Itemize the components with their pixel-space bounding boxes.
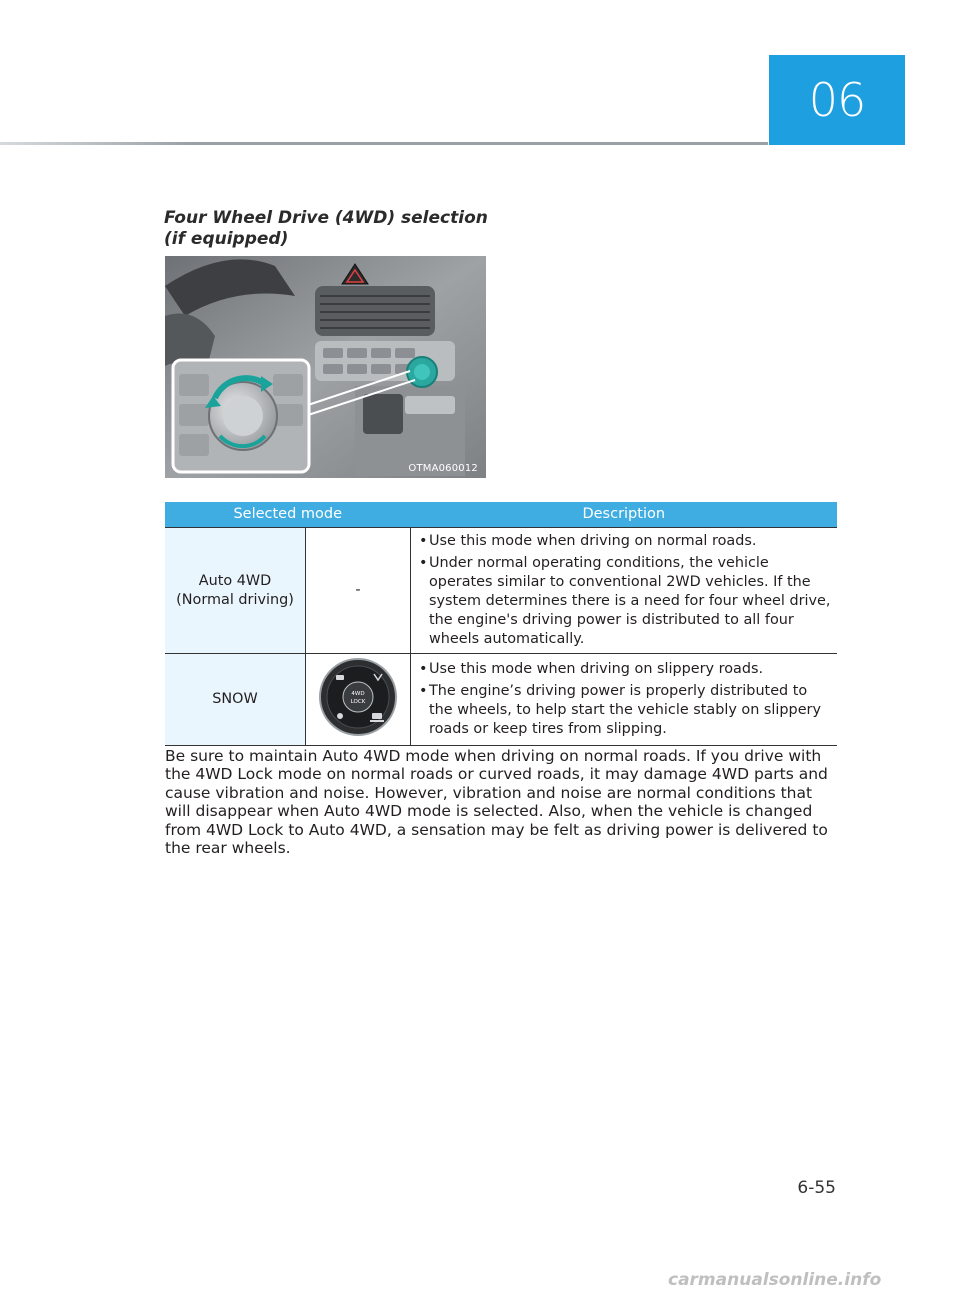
- mode-indicator-cell: [306, 528, 411, 654]
- header-rule: [0, 142, 768, 145]
- table-header-row: [165, 502, 837, 528]
- watermark: carmanualsonline.info: [668, 1270, 882, 1290]
- figure-4wd-dial-photo: [165, 256, 486, 478]
- mode-name-line2: (Normal driving): [176, 591, 294, 608]
- chapter-tab: [769, 55, 905, 145]
- bullet-text: Use this mode when driving on slippery roads.: [429, 661, 764, 677]
- chapter-number: 06: [808, 73, 866, 127]
- bullet-icon: •: [419, 661, 428, 677]
- list-item: [419, 532, 831, 551]
- mode-table: [165, 502, 837, 746]
- dial-center-label-bottom: LOCK: [350, 698, 366, 705]
- bullet-icon: •: [419, 533, 428, 549]
- mode-name-line1: SNOW: [212, 691, 258, 707]
- dial-center-label-top: 4WD: [351, 690, 365, 697]
- snow-mode-dial-icon: [318, 657, 398, 737]
- list-item: [419, 682, 831, 739]
- list-item: [419, 554, 831, 649]
- mode-description-cell: [411, 528, 838, 654]
- header-selected-mode: Selected mode: [165, 502, 411, 528]
- bullet-icon: •: [419, 683, 428, 699]
- bullet-text: The engine’s driving power is properly distributed to the wheels, to help start the vehicle stably on slippery roads or keep tires from slipping.: [429, 683, 821, 737]
- header-description: Description: [411, 502, 838, 528]
- bullet-text: Use this mode when driving on normal roads.: [429, 533, 757, 549]
- bullet-text: Under normal operating conditions, the vehicle operates similar to conventional 2WD vehicles. If the system determines there is a need for four wheel drive, the engine's driving power is distributed to all four wheels automatically.: [429, 555, 831, 647]
- mode-name-line1: Auto 4WD: [198, 572, 272, 589]
- page-number: 6-55: [797, 1178, 836, 1198]
- mode-name-cell: [165, 654, 306, 746]
- mode-indicator-dash: -: [355, 582, 361, 598]
- mode-description-cell: [411, 654, 838, 746]
- table-row: [165, 528, 837, 654]
- section-title-line1: Four Wheel Drive (4WD) selection: [164, 208, 488, 228]
- mode-name-cell: [165, 528, 306, 654]
- list-item: [419, 660, 831, 679]
- section-title: [164, 208, 504, 250]
- mode-indicator-cell: [306, 654, 411, 746]
- bullet-icon: •: [419, 555, 428, 571]
- dashboard-illustration: [165, 256, 486, 478]
- table-row: [165, 654, 837, 746]
- figure-code: OTMA060012: [408, 463, 478, 474]
- note-paragraph: Be sure to maintain Auto 4WD mode when driving on normal roads. If you drive with the 4WD Lock mode on normal roads or curved roads, it may damage 4WD parts and cause vibration and noise. However, vibration and noise are normal conditions that will disappear when Auto 4WD mode is selected. Also, when the vehicle is changed from 4WD Lock to Auto 4WD, a sensation may be felt as driving power is delivered to the rear wheels.: [165, 747, 828, 858]
- section-title-line2: (if equipped): [164, 229, 289, 249]
